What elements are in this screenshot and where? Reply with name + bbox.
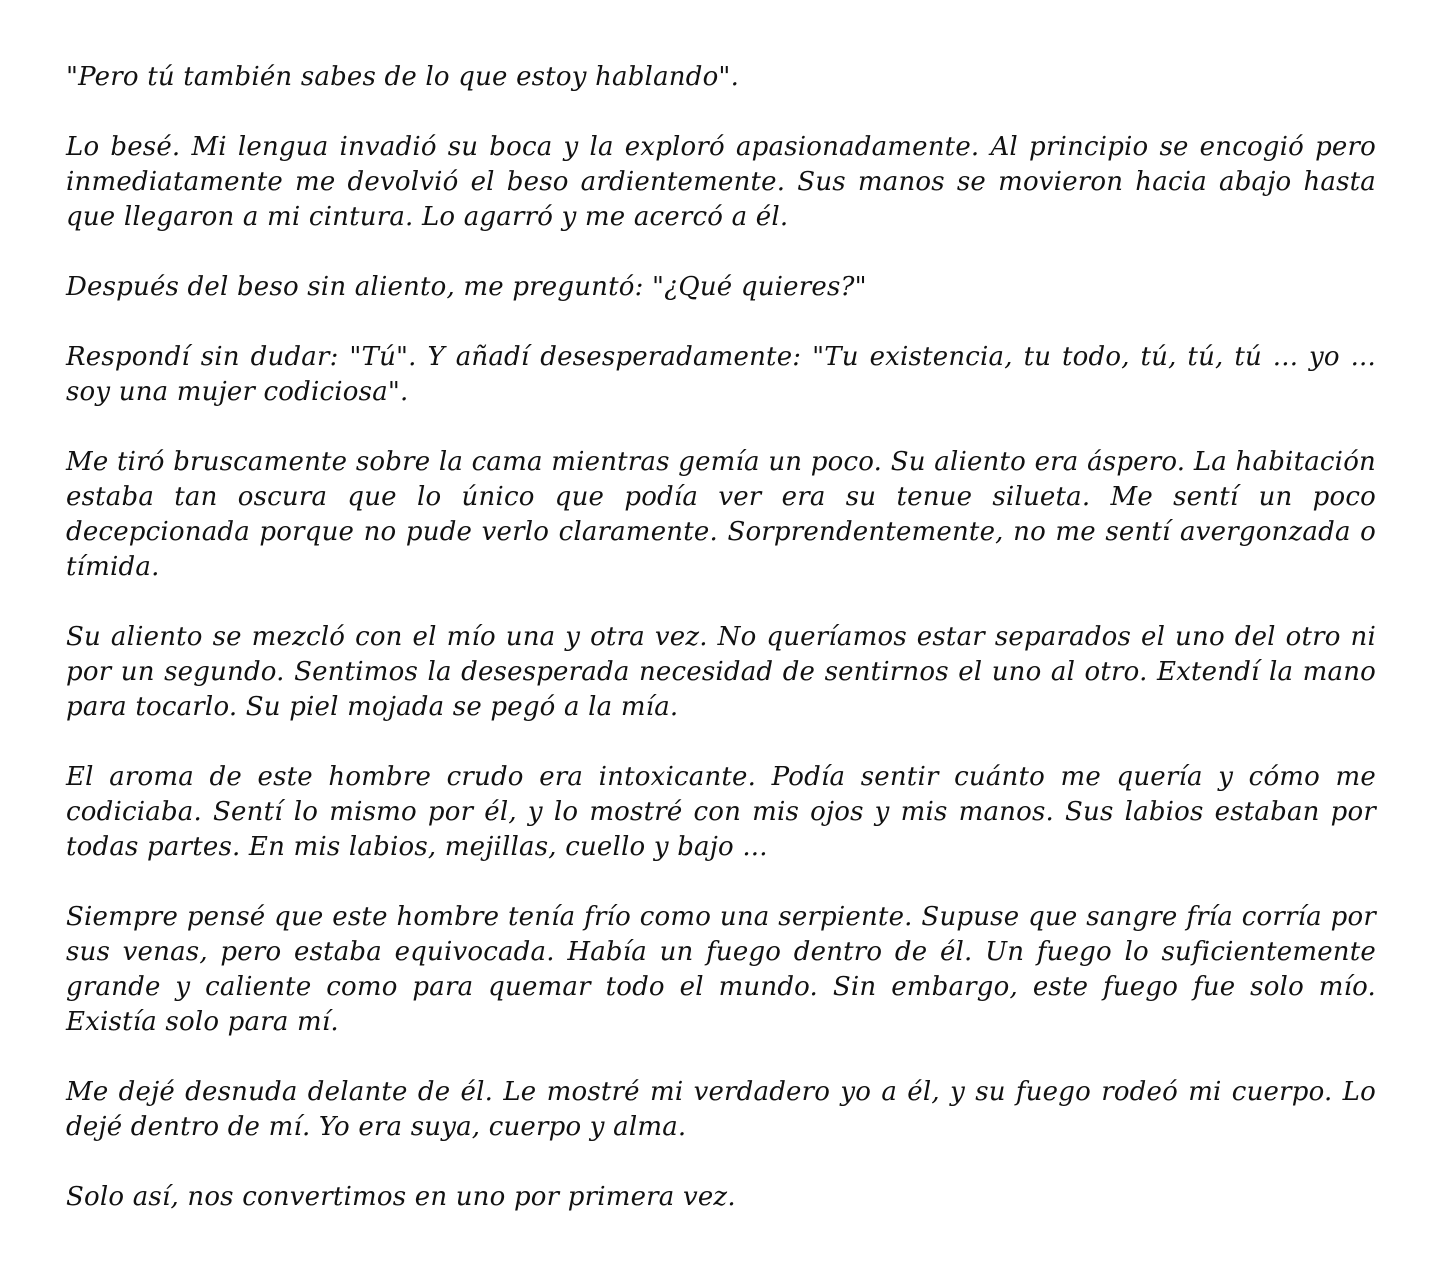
paragraph-1: "Pero tú también sabes de lo que estoy hablando". xyxy=(66,62,740,92)
paragraph-6: Su aliento se mezcló con el mío una y otra vez. No queríamos estar separados el uno del otro ni por un segundo. Sentimos la desesperada necesidad de sentirnos el uno al otro. Extendí la mano para tocarlo. Su piel mojada se pegó a la mía. xyxy=(66,622,1376,722)
paragraph-3: Después del beso sin aliento, me preguntó: "¿Qué quieres?" xyxy=(66,272,867,302)
paragraph-10: Solo así, nos convertimos en uno por primera vez. xyxy=(66,1182,736,1212)
paragraph-5: Me tiró bruscamente sobre la cama mientras gemía un poco. Su aliento era áspero. La habitación estaba tan oscura que lo único que podía ver era su tenue silueta. Me sentí un poco decepcionada porque no pude verlo claramente. Sorprendentemente, no me sentí avergonzada o tímida. xyxy=(66,447,1376,582)
paragraph-4: Respondí sin dudar: "Tú". Y añadí desesperadamente: "Tu existencia, tu todo, tú, tú, tú ... yo ... soy una mujer codiciosa". xyxy=(66,342,1376,407)
paragraph-8: Siempre pensé que este hombre tenía frío como una serpiente. Supuse que sangre fría corría por sus venas, pero estaba equivocada. Había un fuego dentro de él. Un fuego lo suficientemente grande y caliente como para quemar todo el mundo. Sin embargo, este fuego fue solo mío. Existía solo para mí. xyxy=(66,902,1376,1037)
document-page xyxy=(66,60,1376,1250)
paragraph-9: Me dejé desnuda delante de él. Le mostré mi verdadero yo a él, y su fuego rodeó mi cuerpo. Lo dejé dentro de mí. Yo era suya, cuerpo y alma. xyxy=(66,1077,1376,1142)
paragraph-2: Lo besé. Mi lengua invadió su boca y la exploró apasionadamente. Al principio se encogió pero inmediatamente me devolvió el beso ardientemente. Sus manos se movieron hacia abajo hasta que llegaron a mi cintura. Lo agarró y me acercó a él. xyxy=(66,132,1376,232)
paragraph-7: El aroma de este hombre crudo era intoxicante. Podía sentir cuánto me quería y cómo me codiciaba. Sentí lo mismo por él, y lo mostré con mis ojos y mis manos. Sus labios estaban por todas partes. En mis labios, mejillas, cuello y bajo ... xyxy=(66,762,1376,862)
